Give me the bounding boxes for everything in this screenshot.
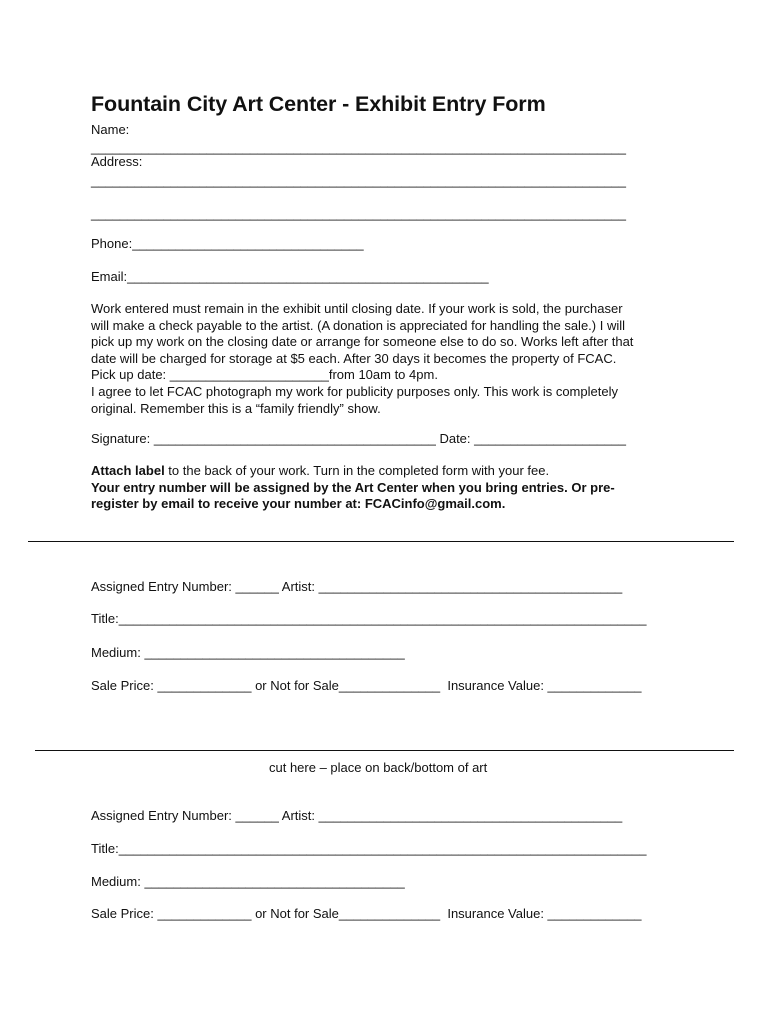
terms-paragraph — [91, 301, 691, 417]
terms-line: Work entered must remain in the exhibit until closing date. If your work is sold, the purchaser — [91, 301, 623, 316]
price-insurance-line: Sale Price: _____________ or Not for Sale______________ Insurance Value: _____________ — [91, 678, 642, 693]
instructions — [91, 463, 691, 513]
terms-line: pick up my work on the closing date or arrange for someone else to do so. Works left after that — [91, 334, 634, 350]
label-price-insurance-line: Sale Price: _____________ or Not for Sale______________ Insurance Value: _____________ — [91, 906, 642, 921]
phone-line: Phone:________________________________ — [91, 236, 364, 251]
entry-number-artist-line: Assigned Entry Number: ______ Artist: __________________________________________ — [91, 579, 623, 594]
label-medium-line: Medium: ____________________________________ — [91, 874, 405, 889]
terms-line: date will be charged for storage at $5 each. After 30 days it becomes the property of FCAC. — [91, 350, 617, 366]
artwork-title-line: Title:_________________________________________________________________________ — [91, 611, 647, 626]
medium-line: Medium: ____________________________________ — [91, 645, 405, 660]
section-divider — [28, 541, 734, 542]
attach-label-rest: to the back of your work. Turn in the completed form with your fee. — [164, 463, 550, 478]
name-label: Name: — [91, 122, 130, 137]
attach-label-bold: Attach label — [91, 463, 165, 478]
terms-line: will make a check payable to the artist. (A donation is appreciated for handling the sale.) I will — [91, 317, 626, 333]
address-line-2: __________________________________________________________________________ — [91, 206, 627, 221]
pickup-date-line: Pick up date: ______________________from 10am to 4pm. — [91, 367, 438, 383]
terms-line: I agree to let FCAC photograph my work for publicity purposes only. This work is completely — [91, 383, 618, 399]
cut-here-label: cut here – place on back/bottom of art — [269, 760, 488, 775]
address-label: Address: — [91, 154, 143, 169]
label-artwork-title-line: Title:_________________________________________________________________________ — [91, 841, 647, 856]
address-line-1: __________________________________________________________________________ — [91, 173, 627, 188]
attach-label-instruction — [91, 463, 691, 480]
name-line: __________________________________________________________________________ — [91, 140, 627, 155]
signature-date-line: Signature: _______________________________________ Date: _____________________ — [91, 431, 626, 446]
terms-line: original. Remember this is a “family friendly” show. — [91, 400, 381, 416]
email-line: Email:__________________________________________________ — [91, 269, 489, 284]
label-entry-number-artist-line: Assigned Entry Number: ______ Artist: __________________________________________ — [91, 808, 623, 823]
entry-number-note-email: register by email to receive your number at: FCACinfo@gmail.com. — [91, 496, 506, 512]
page-title: Fountain City Art Center - Exhibit Entry Form — [91, 92, 546, 116]
cut-line — [35, 750, 734, 751]
entry-number-note: Your entry number will be assigned by the Art Center when you bring entries. Or pre- — [91, 479, 615, 495]
